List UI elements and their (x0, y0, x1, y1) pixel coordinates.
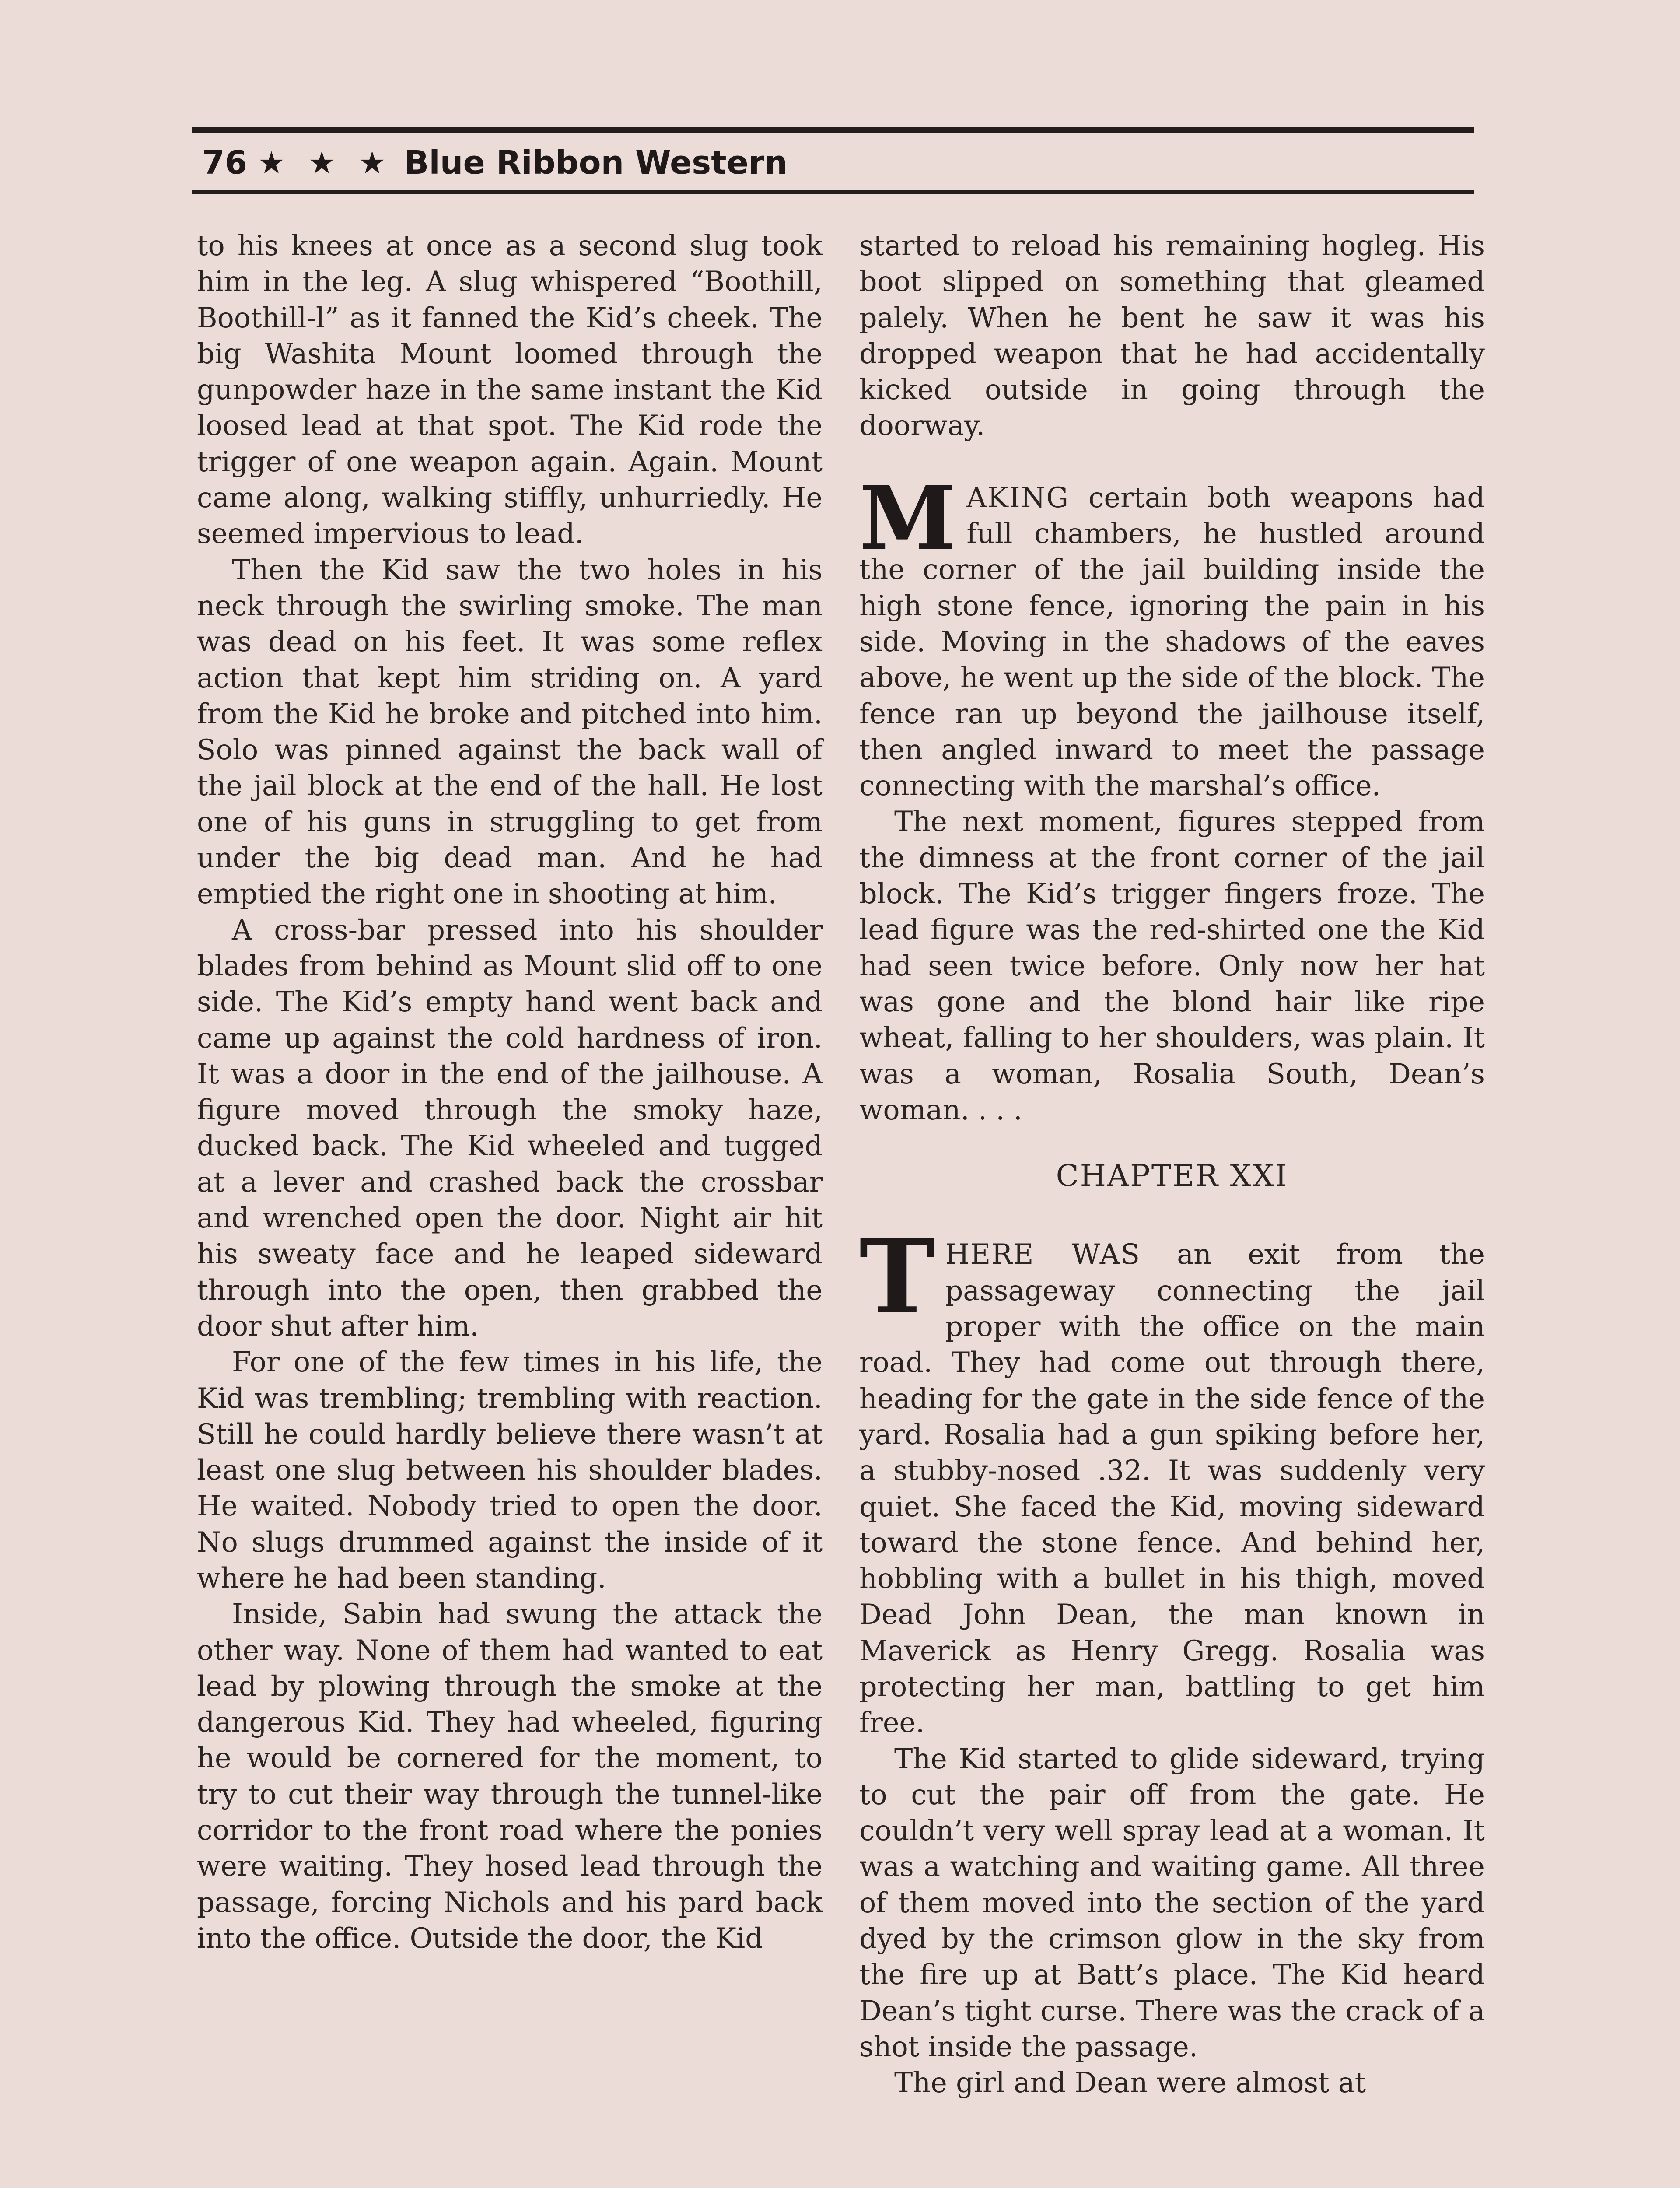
paragraph: The girl and Dean were almost at (894, 2066, 1366, 2099)
left-column (197, 228, 822, 1956)
paragraph: For one of the few times in his life, the Kid was trembling; trembling with reaction. Still he could hardly believe there wasn’t at least one slug between his shoulder blades. He waited. Nobody tried to open the door. No slugs drummed against the inside of it where he had been standing. (197, 1346, 822, 1594)
paragraph: The Kid started to glide sideward, trying to cut the pair off from the gate. He couldn’t very well spray lead at a woman. It was a watching and waiting game. All three of them moved into the section of the yard dyed by the crimson glow in the sky from the fire up at Batt’s place. The Kid heard Dean’s tight curse. There was the crack of a shot inside the passage. (859, 1742, 1485, 2063)
paragraph: The next moment, figures stepped from the dimness at the front corner of the jail block. The Kid’s trigger fingers froze. The lead figure was the red-shirted one the Kid had seen twice before. Only now her hat was gone and the blond hair like ripe wheat, falling to her shoulders, was plain. It was a woman, Rosalia South, Dean’s woman. . . . (859, 805, 1485, 1126)
header-rule-bottom (192, 190, 1474, 194)
paragraph: started to reload his remaining hogleg. His boot slipped on something that gleamed palely. When he bent he saw it was his dropped weapon that he had accidentally kicked outside in going through the doorway. (859, 229, 1485, 442)
drop-cap: M (859, 466, 956, 570)
paragraph-text: certain both weapons had full chambers, he hustled around the corner of the jail building inside the high stone fence, ignoring the pain in his side. Moving in the shadows of the eaves above, he went up the side of the block. The fence ran up beyond the jailhouse itself, then angled inward to meet the passage connecting with the marshal’s office. (859, 481, 1485, 802)
running-header (202, 138, 788, 187)
right-column (859, 228, 1485, 2101)
page-number: 76 (202, 144, 247, 182)
lead-in: HERE WAS (945, 1238, 1141, 1271)
star-ornaments: ★ ★ ★ (257, 145, 392, 181)
paragraph-with-dropcap (859, 1217, 1485, 1740)
magazine-title: Blue Ribbon Western (404, 144, 788, 182)
paragraph-text: an exit from the passageway connecting the jail proper with the office on the main road. They had come out through there, heading for the gate in the side fence of the yard. Rosalia had a gun spiking before her, a stubby-nosed .32. It was suddenly very quiet. She faced the Kid, moving sideward toward the stone fence. And behind her, hobbling with a bullet in his thigh, moved Dead John Dean, the man known in Maverick as Henry Gregg. Rosalia was protecting her man, battling to get him free. (859, 1238, 1485, 1739)
chapter-heading: CHAPTER XXI (1056, 1159, 1288, 1194)
paragraph: Inside, Sabin had swung the attack the other way. None of them had wanted to eat lead by plowing through the smoke at the dangerous Kid. They had wheeled, figuring he would be cornered for the moment, to try to cut their way through the tunnel-like corridor to the front road where the ponies were waiting. They hosed lead through the passage, forcing Nichols and his pard back into the office. Outside the door, the Kid (197, 1598, 822, 1954)
header-rule-top (192, 127, 1474, 133)
drop-cap: T (859, 1217, 935, 1337)
paragraph-with-dropcap (859, 466, 1485, 804)
paragraph: Then the Kid saw the two holes in his neck through the swirling smoke. The man was dead on his feet. It was some reflex action that kept him striding on. A yard from the Kid he broke and pitched into him. Solo was pinned against the back wall of the jail block at the end of the hall. He lost one of his guns in struggling to get from under the big dead man. And he had emptied the right one in shooting at him. (197, 553, 822, 910)
lead-in: AKING (966, 481, 1070, 514)
paragraph: to his knees at once as a second slug took him in the leg. A slug whispered “Boothill, Boothill-l” as it fanned the Kid’s cheek. The big Washita Mount loomed through the gunpowder haze in the same instant the Kid loosed lead at that spot. The Kid rode the trigger of one weapon again. Again. Mount came along, walking stiffly, unhurriedly. He seemed impervious to lead. (197, 229, 822, 550)
paragraph: A cross-bar pressed into his shoulder blades from behind as Mount slid off to one side. The Kid’s empty hand went back and came up against the cold hardness of iron. It was a door in the end of the jailhouse. A figure moved through the smoky haze, ducked back. The Kid wheeled and tugged at a lever and crashed back the crossbar and wrenched open the door. Night air hit his sweaty face and he leaped sideward through into the open, then grabbed the door shut after him. (197, 913, 822, 1342)
